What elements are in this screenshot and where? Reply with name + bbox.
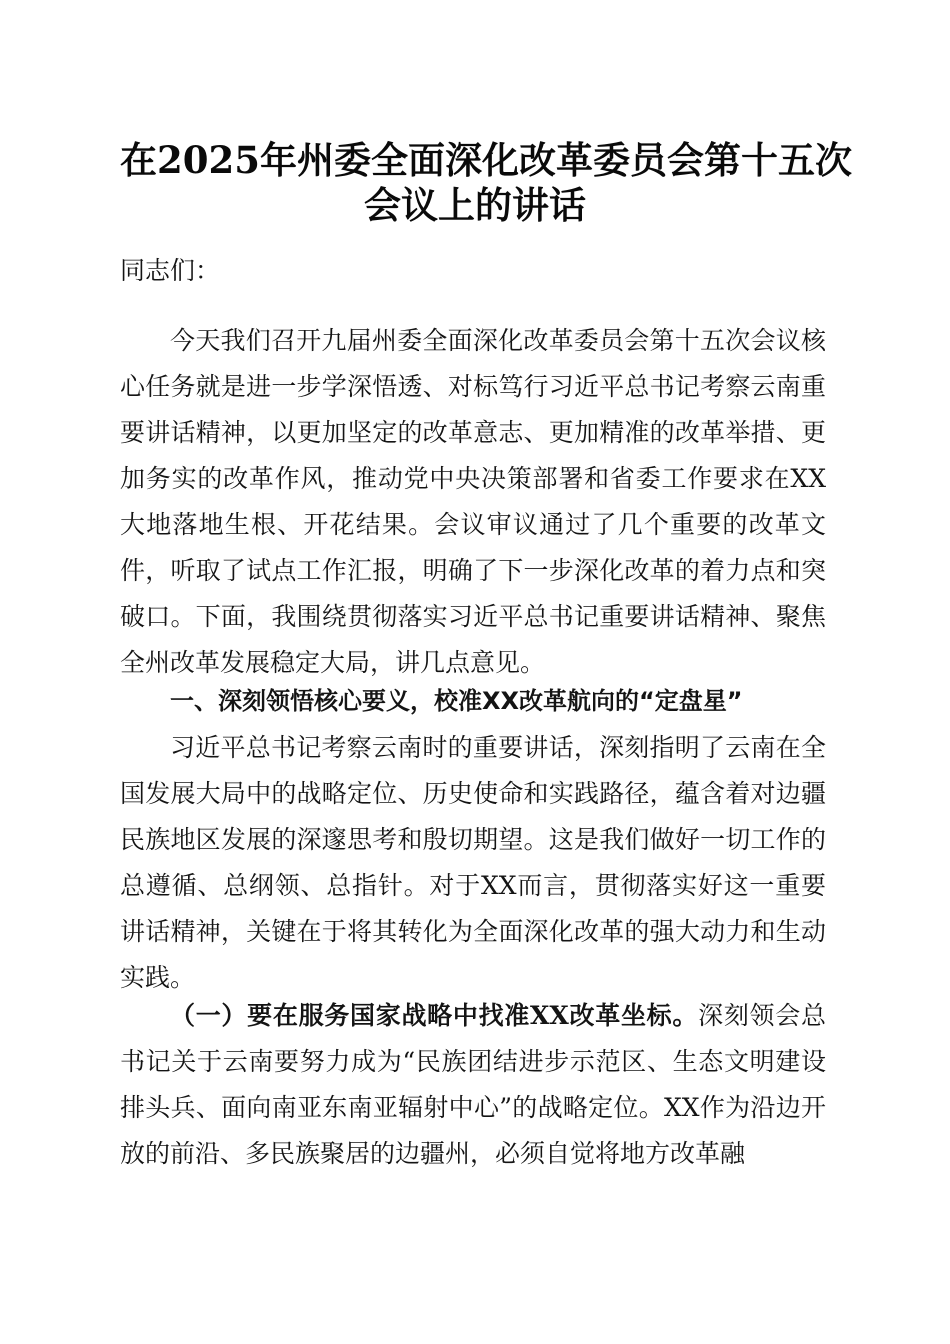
subsection-heading-1: （一）要在服务国家战略中找准XX改革坐标。 [170,1001,699,1030]
paragraph-intro: 今天我们召开九届州委全面深化改革委员会第十五次会议核心任务就是进一步学深悟透、对标笃行习近平总书记考察云南重要讲话精神，以更加坚定的改革意志、更加精准的改革举措、更加务实的改革作风，推动党中央决策部署和省委工作要求在XX大地落地生根、开花结果。会议审议通过了几个重要的改革文件，听取了试点工作汇报，明确了下一步深化改革的着力点和突破口。下面，我围绕贯彻落实习近平总书记重要讲话精神、聚焦全州改革发展稳定大局，讲几点意见。 [120,326,826,677]
paragraph-subsection-1 [120,993,826,1177]
section-heading-1: 一、深刻领悟核心要义，校准XX改革航向的“定盘星” [170,687,743,715]
document-title-line-2: 会议上的讲话 [364,183,586,227]
paragraph-section-1: 习近平总书记考察云南时的重要讲话，深刻指明了云南在全国发展大局中的战略定位、历史使命和实践路径，蕴含着对边疆民族地区发展的深邃思考和殷切期望。这是我们做好一切工作的总遵循、总纲领、总指针。对于XX而言，贯彻落实好这一重要讲话精神，关键在于将其转化为全面深化改革的强大动力和生动实践。 [120,733,826,992]
salutation: 同志们： [120,256,221,285]
subsection-1-text: 深刻领会总书记关于云南要努力成为“民族团结进步示范区、生态文明建设排头兵、面向南亚东南亚辐射中心”的战略定位。XX作为沿边开放的前沿、多民族聚居的边疆州，必须自觉将地方改革融 [120,1001,826,1168]
document-title-line-1: 在2025年州委全面深化改革委员会第十五次 [120,138,852,182]
